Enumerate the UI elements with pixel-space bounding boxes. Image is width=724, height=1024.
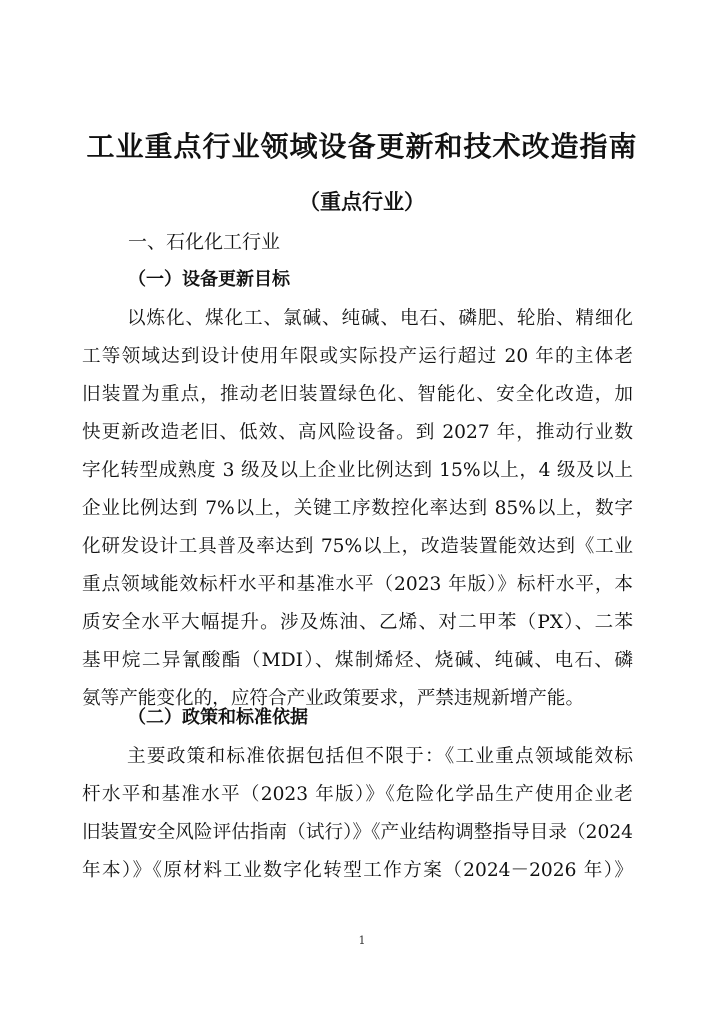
page-number: 1	[358, 934, 366, 947]
paragraph-line: 重点领域能效标杆水平和基准水平（2023 年版）》标杆水平，本	[82, 574, 633, 595]
paragraph-line: 质安全水平大幅提升。涉及炼油、乙烯、对二甲苯（PX）、二苯	[82, 612, 633, 633]
paragraph-line: 氨等产能变化的，应符合产业政策要求，严禁违规新增产能。	[82, 688, 585, 709]
paragraph-line: 企业比例达到 7%以上，关键工序数控化率达到 85%以上，数字	[82, 498, 633, 519]
subsection-heading-policy-and-standards: （二）政策和标准依据	[128, 707, 308, 728]
paragraph-line: 杆水平和基准水平（2023 年版）》《危险化学品生产使用企业老	[82, 784, 633, 805]
paragraph-line: 基甲烷二异氰酸酯（MDI）、煤制烯烃、烧碱、纯碱、电石、磷	[82, 650, 633, 671]
subsection-heading-equipment-update-goals: （一）设备更新目标	[128, 269, 290, 290]
paragraph-line: 主要政策和标准依据包括但不限于：《工业重点领域能效标	[127, 746, 633, 767]
paragraph-line: 工等领域达到设计使用年限或实际投产运行超过 20 年的主体老	[82, 346, 633, 367]
paragraph-line: 旧装置安全风险评估指南（试行）》《产业结构调整指导目录（2024	[82, 822, 633, 843]
paragraph-line: 年本）》《原材料工业数字化转型工作方案（2024－2026 年）》	[82, 860, 633, 881]
paragraph-line: 字化转型成熟度 3 级及以上企业比例达到 15%以上，4 级及以上	[82, 460, 633, 481]
document-title: 工业重点行业领域设备更新和技术改造指南	[86, 130, 638, 163]
paragraph-line: 化研发设计工具普及率达到 75%以上，改造装置能效达到《工业	[82, 536, 633, 557]
paragraph-line: 快更新改造老旧、低效、高风险设备。到 2027 年，推动行业数	[82, 422, 633, 443]
section-heading-petrochemical: 一、石化化工行业	[128, 231, 281, 253]
document-subtitle: （重点行业）	[299, 190, 425, 214]
paragraph-line: 旧装置为重点，推动老旧装置绿色化、智能化、安全化改造，加	[82, 384, 633, 405]
paragraph-line: 以炼化、煤化工、氯碱、纯碱、电石、磷肥、轮胎、精细化	[127, 308, 633, 329]
